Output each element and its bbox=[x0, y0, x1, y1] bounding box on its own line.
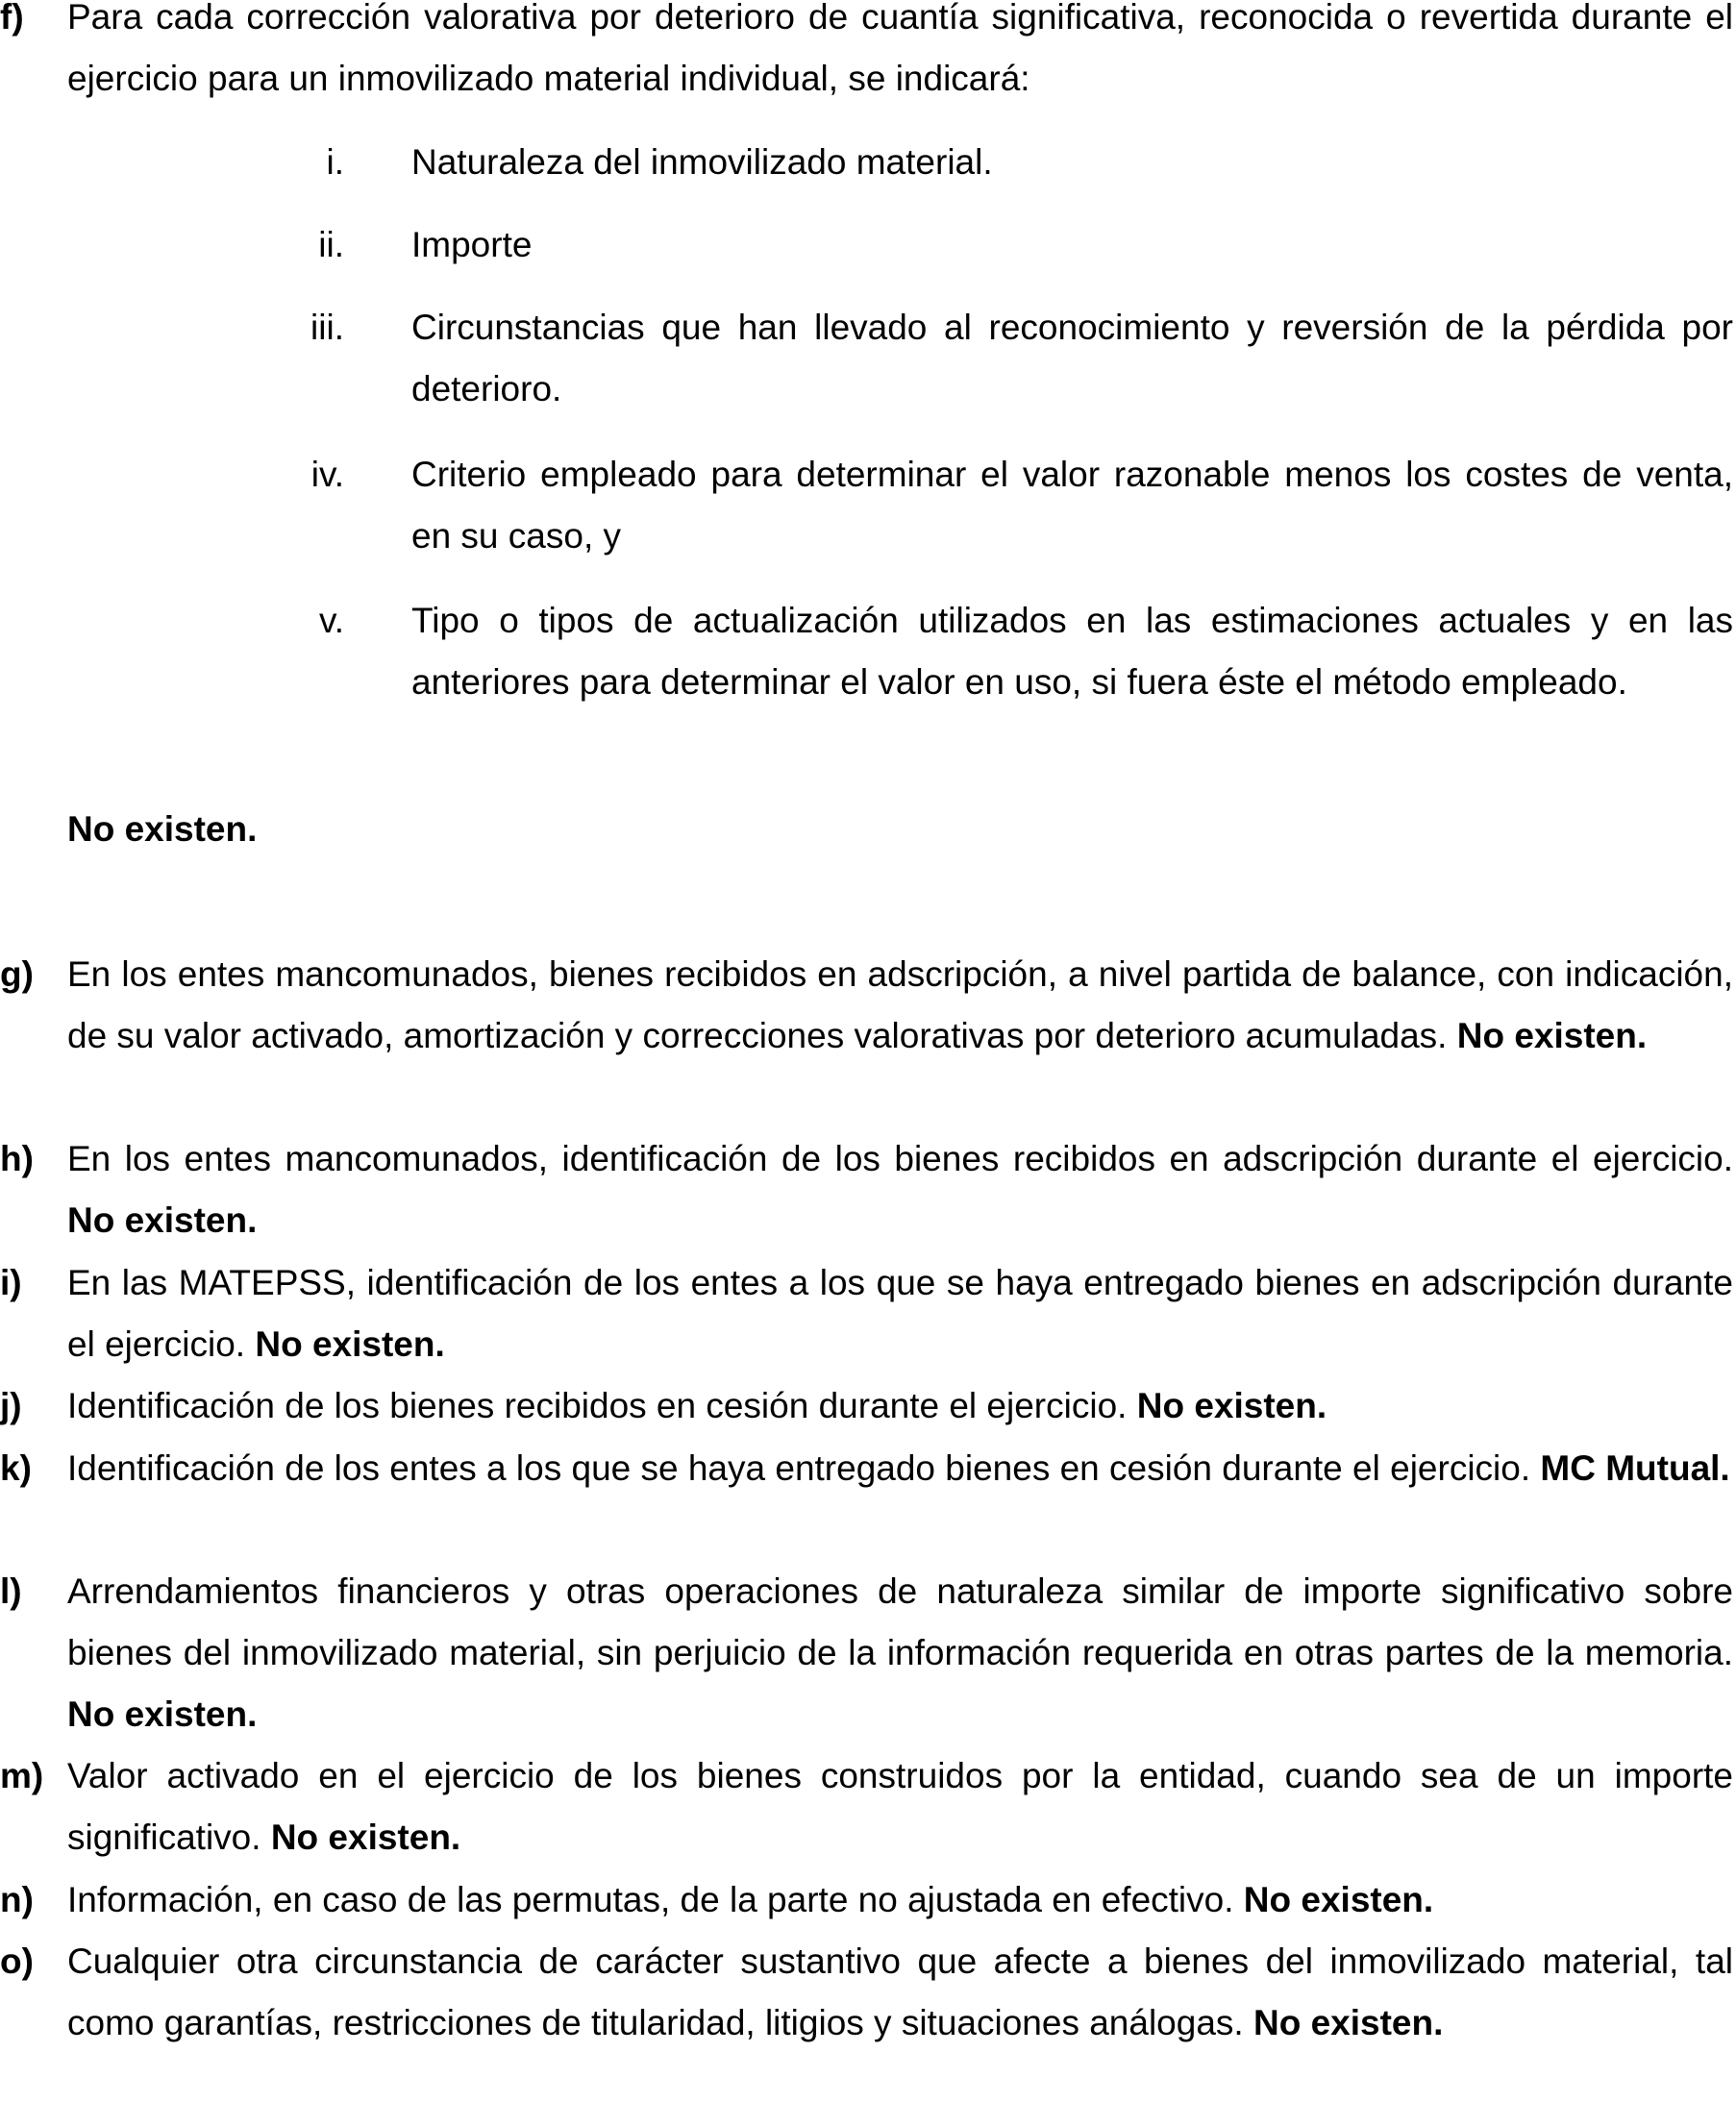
item-answer: No existen. bbox=[1136, 1386, 1327, 1425]
item-letter: i) bbox=[0, 1263, 22, 1302]
item-text: Información, en caso de las permutas, de la parte no ajustada en efectivo. No existen. bbox=[67, 1880, 1434, 1919]
item-answer: No existen. bbox=[67, 1200, 258, 1240]
item-letter: j) bbox=[0, 1386, 22, 1425]
item-answer: No existen. bbox=[1252, 2003, 1444, 2042]
item-answer: No existen. bbox=[255, 1324, 445, 1364]
item-text: En los entes mancomunados, identificación de los bienes recibidos en adscripción durante el ejercicio. No existen. bbox=[67, 1139, 1733, 1240]
item-letter: h) bbox=[0, 1139, 34, 1178]
item-answer: MC Mutual. bbox=[1540, 1448, 1730, 1488]
sub-item-numeral: ii. bbox=[318, 225, 344, 264]
item-letter: g) bbox=[0, 954, 34, 994]
item-answer: No existen. bbox=[67, 1694, 258, 1734]
sub-item-numeral: iv. bbox=[310, 455, 344, 494]
item-letter: n) bbox=[0, 1880, 34, 1919]
sub-item-numeral: iii. bbox=[310, 308, 344, 347]
item-letter: l) bbox=[0, 1571, 22, 1611]
item-text: Valor activado en el ejercicio de los bienes construidos por la entidad, cuando sea de un importe significativo. No existen. bbox=[67, 1756, 1733, 1857]
item-text: Cualquier otra circunstancia de carácter sustantivo que afecte a bienes del inmovilizado material, tal como garantías, restricciones de titularidad, litigios y situaciones análogas. No existen. bbox=[67, 1941, 1733, 2042]
sub-item-text: Criterio empleado para determinar el valor razonable menos los costes de venta, en su caso, y bbox=[411, 455, 1733, 556]
item-answer: No existen. bbox=[270, 1818, 461, 1857]
item-text: Identificación de los bienes recibidos en cesión durante el ejercicio. No existen. bbox=[67, 1386, 1327, 1425]
sub-item-text: Tipo o tipos de actualización utilizados en las estimaciones actuales y en las anteriores para determinar el valor en uso, si fuera éste el método empleado. bbox=[411, 601, 1733, 702]
item-letter: k) bbox=[0, 1448, 32, 1488]
item-text: Identificación de los entes a los que se haya entregado bienes en cesión durante el ejercicio. MC Mutual. bbox=[67, 1448, 1730, 1488]
item-letter: f) bbox=[0, 0, 24, 37]
sub-item-text: Circunstancias que han llevado al reconocimiento y reversión de la pérdida por deterioro. bbox=[411, 308, 1733, 408]
item-answer: No existen. bbox=[1456, 1016, 1648, 1055]
item-answer: No existen. bbox=[1243, 1880, 1434, 1919]
item-letter: m) bbox=[0, 1756, 44, 1795]
item-text: Para cada corrección valorativa por deterioro de cuantía significativa, reconocida o revertida durante el ejercicio para un inmovilizado material individual, se indicará: bbox=[67, 0, 1733, 98]
sub-item-numeral: v. bbox=[318, 601, 344, 640]
sub-item-text: Naturaleza del inmovilizado material. bbox=[411, 142, 993, 182]
item-text: En las MATEPSS, identificación de los entes a los que se haya entregado bienes en adscripción durante el ejercicio. No existen. bbox=[67, 1263, 1733, 1364]
sub-item-numeral: i. bbox=[326, 142, 344, 182]
sub-item-text: Importe bbox=[411, 225, 533, 264]
item-letter: o) bbox=[0, 1941, 34, 1981]
item-text: Arrendamientos financieros y otras operaciones de naturaleza similar de importe significativo sobre bienes del inmovilizado material, sin perjuicio de la información requerida en otras partes de la memoria. No existen. bbox=[67, 1571, 1733, 1734]
item-f-answer: No existen. bbox=[67, 809, 258, 849]
item-text: En los entes mancomunados, bienes recibidos en adscripción, a nivel partida de balance, con indicación, de su valor activado, amortización y correcciones valorativas por deterioro acumuladas. No existen. bbox=[67, 954, 1733, 1055]
